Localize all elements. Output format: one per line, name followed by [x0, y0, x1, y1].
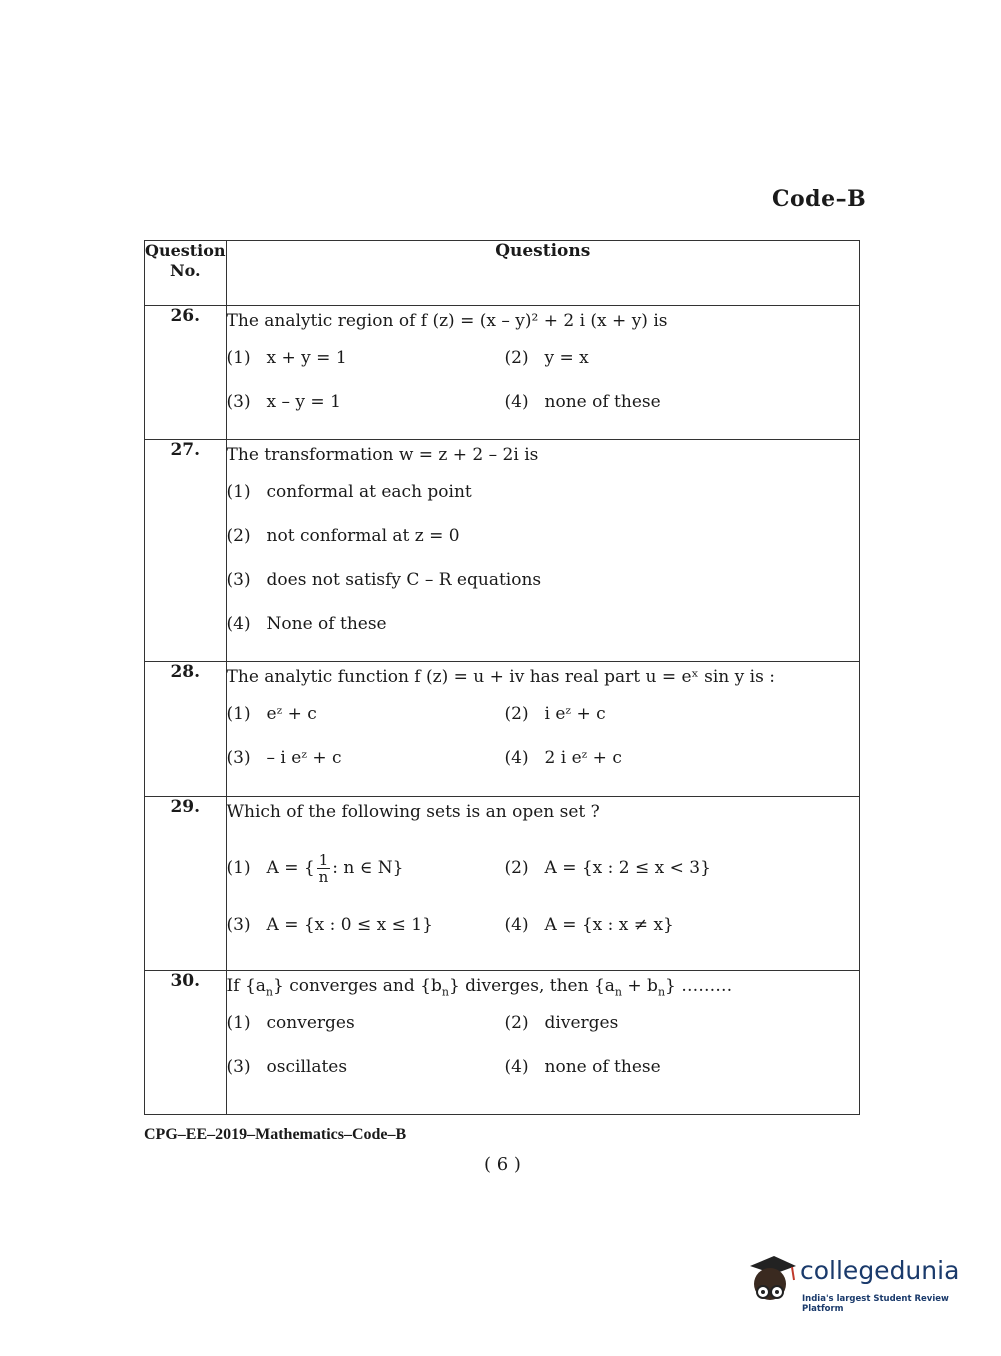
question-stem: The analytic region of f (z) = (x – y)² + 2 i (x + y) is [226, 311, 668, 331]
option-4[interactable]: (4) none of these [504, 1057, 661, 1077]
collegedunia-logo[interactable] [744, 1252, 974, 1312]
option-4[interactable]: (4) A = {x : x ≠ x} [504, 915, 674, 935]
question-stem: The analytic function f (z) = u + iv has real part u = eˣ sin y is : [226, 667, 775, 687]
question-no-header: Question No. [145, 241, 227, 306]
option-1[interactable]: (1) eᶻ + c [226, 704, 317, 724]
question-stem: The transformation w = z + 2 – 2i is [226, 445, 539, 465]
option-3[interactable]: (3) A = {x : 0 ≤ x ≤ 1} [226, 915, 433, 935]
options-row [227, 1001, 859, 1045]
option-4[interactable]: (4) 2 i eᶻ + c [504, 748, 622, 768]
logo-name: collegedunia [800, 1256, 960, 1285]
questions-header: Questions [226, 241, 859, 306]
question-row-30 [145, 971, 860, 1115]
question-row-27 [145, 440, 860, 662]
option-2[interactable]: (2) i eᶻ + c [504, 704, 606, 724]
options-row [227, 903, 859, 947]
question-number: 29. [145, 797, 227, 971]
option-4[interactable]: (4) none of these [504, 392, 661, 412]
option-1[interactable]: (1) converges [226, 1013, 355, 1033]
options-row [227, 380, 859, 424]
option-3[interactable]: (3) x – y = 1 [226, 392, 341, 412]
options-row [227, 692, 859, 736]
table-header-row [145, 241, 860, 306]
option-3[interactable]: (3) does not satisfy C – R equations [226, 570, 542, 590]
paper-code-footer: CPG–EE–2019–Mathematics–Code–B [144, 1126, 407, 1143]
option-1[interactable]: (1) x + y = 1 [226, 348, 347, 368]
option-2[interactable]: (2) diverges [504, 1013, 619, 1033]
questions-table [144, 240, 860, 1115]
option-4[interactable]: (4) None of these [226, 614, 387, 634]
question-number: 28. [145, 662, 227, 797]
option-1[interactable]: (1) A = { $\frac{1}{n}$ : n ∈ N} [226, 850, 404, 886]
options-row [227, 736, 859, 780]
page-number: ( 6 ) [484, 1154, 521, 1175]
question-number: 30. [145, 971, 227, 1115]
mascot-icon [744, 1252, 798, 1310]
option-3[interactable]: (3) – i eᶻ + c [226, 748, 342, 768]
question-row-28 [145, 662, 860, 797]
options-row [227, 1045, 859, 1089]
option-2[interactable]: (2) A = {x : 2 ≤ x < 3} [504, 858, 711, 878]
question-number: 27. [145, 440, 227, 662]
option-1[interactable]: (1) conformal at each point [226, 482, 472, 502]
option-3[interactable]: (3) oscillates [226, 1057, 348, 1077]
question-row-26 [145, 306, 860, 440]
question-stem: Which of the following sets is an open set ? [226, 802, 600, 822]
logo-tagline: India's largest Student Review Platform [802, 1294, 949, 1314]
question-row-29 [145, 797, 860, 971]
question-stem: If $\{a_n\}$ converges and $\{b_n\}$ diverges, then $\{a_n + b_n\}$ ……… [226, 976, 733, 999]
option-2[interactable]: (2) y = x [504, 348, 589, 368]
options-row [227, 336, 859, 380]
question-number: 26. [145, 306, 227, 440]
code-label: Code–B [772, 186, 867, 212]
option-2[interactable]: (2) not conformal at z = 0 [226, 526, 460, 546]
options-row [227, 827, 859, 903]
fraction: $\frac{1}{n}$ [318, 850, 329, 886]
